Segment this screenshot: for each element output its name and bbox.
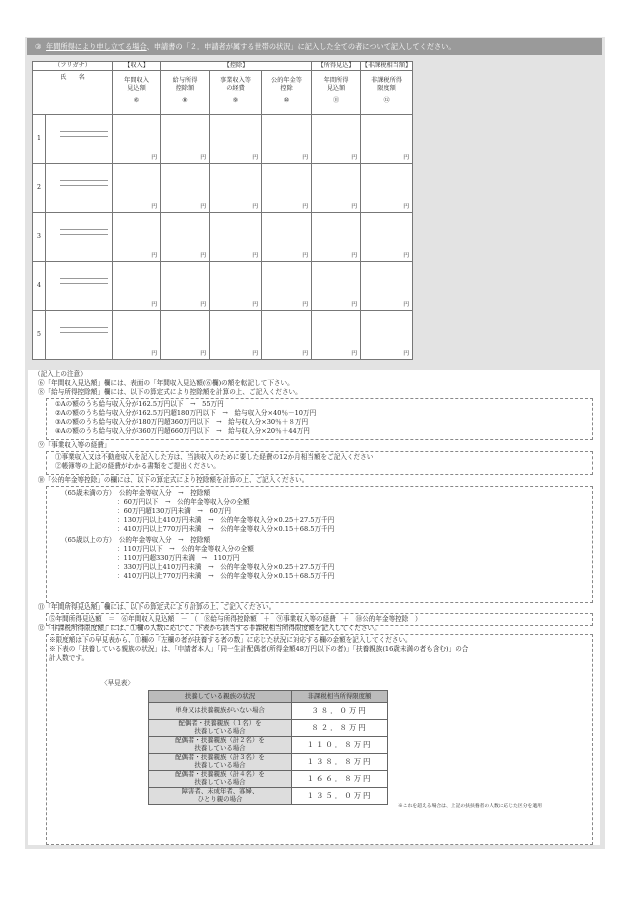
name-line bbox=[60, 185, 108, 186]
name-line bbox=[60, 283, 108, 284]
col-header-12 bbox=[361, 71, 413, 115]
yen-unit: 円 bbox=[252, 351, 259, 357]
amount-input-cell[interactable] bbox=[312, 262, 361, 311]
yen-unit: 円 bbox=[302, 253, 309, 259]
quick-table-row bbox=[149, 720, 388, 737]
amount-input-cell[interactable] bbox=[161, 311, 210, 360]
quick-table-header: 扶養している親族の状況 bbox=[149, 691, 292, 703]
note-8-item: ③Aの額のうち給与収入分が180万円超360万円以下 → 給与収入分×30％＋８万円 bbox=[55, 418, 309, 426]
pension-row: （65歳未満の方） 公的年金等収入分 → 控除額 bbox=[61, 489, 211, 497]
household-status-cell bbox=[149, 737, 292, 754]
group-deduct-header: 【控除】 bbox=[161, 62, 312, 71]
note-8: ⑧「給与所得控除額」欄には、以下の算定式により控除額を計算の上、ご記入ください。 bbox=[38, 388, 302, 396]
amount-input-cell[interactable] bbox=[312, 164, 361, 213]
note-10-box bbox=[46, 486, 593, 603]
yen-unit: 円 bbox=[151, 253, 158, 259]
amount-input-cell[interactable] bbox=[161, 164, 210, 213]
yen-unit: 円 bbox=[302, 351, 309, 357]
note-8-box bbox=[46, 398, 593, 440]
yen-unit: 円 bbox=[403, 302, 410, 308]
amount-input-cell[interactable] bbox=[262, 164, 312, 213]
col-label: 事業収入等 bbox=[220, 77, 251, 84]
amount-input-cell[interactable] bbox=[312, 311, 361, 360]
status-line: 障害者、未成年者、寡婦、 bbox=[181, 787, 259, 796]
amount-input-cell[interactable] bbox=[113, 115, 161, 164]
row-number: 3 bbox=[33, 213, 46, 262]
col-number: ⑫ bbox=[383, 97, 390, 104]
yen-unit: 円 bbox=[403, 351, 410, 357]
quick-table-note: ※これを超える場合は、上記の扶扶養者の人数に応じた区分を適用 bbox=[398, 804, 542, 809]
col-header-10 bbox=[262, 71, 312, 115]
name-header bbox=[33, 71, 113, 115]
amount-input-cell[interactable] bbox=[113, 262, 161, 311]
amount-input-cell[interactable] bbox=[262, 262, 312, 311]
yen-unit: 円 bbox=[403, 253, 410, 259]
group-income-header: 【収入】 bbox=[113, 62, 161, 71]
amount-input-cell[interactable] bbox=[262, 213, 312, 262]
furigana-header: （フリガナ） bbox=[33, 62, 113, 71]
note-12-line: ※下表の「扶養している親族の状況」は、「申請者本人」「同一生計配偶者(所得金額48万円以下の者)」「扶養親族(16歳未満の者も含む)」の合 bbox=[49, 645, 469, 653]
name-input-cell[interactable] bbox=[46, 311, 113, 360]
furigana-line bbox=[60, 278, 108, 279]
yen-unit: 円 bbox=[302, 155, 309, 161]
name-input-cell[interactable] bbox=[46, 115, 113, 164]
furigana-line bbox=[60, 229, 108, 230]
amount-input-cell[interactable] bbox=[361, 262, 413, 311]
person-row bbox=[33, 213, 413, 262]
amount-input-cell[interactable] bbox=[312, 115, 361, 164]
row-number: 2 bbox=[33, 164, 46, 213]
name-input-cell[interactable] bbox=[46, 213, 113, 262]
note-12-line: 計人数です。 bbox=[49, 654, 89, 662]
yen-unit: 円 bbox=[403, 155, 410, 161]
yen-unit: 円 bbox=[252, 155, 259, 161]
col-header-8 bbox=[161, 71, 210, 115]
note-10: ⑩「公的年金等控除」の欄には、以下の算定式により控除額を計算の上、ご記入ください。 bbox=[38, 476, 309, 484]
amount-input-cell[interactable] bbox=[210, 262, 262, 311]
note-9-item: ②帳簿等の上記の経費がわかる書類をご提出ください。 bbox=[55, 462, 220, 470]
pension-row: ：110万円超330万円未満 → 110万円 bbox=[117, 554, 240, 562]
pension-row: ：110万円以下 → 公的年金等収入分の全額 bbox=[117, 545, 254, 553]
note-8-item: ①Aの額のうち給与収入分が162.5万円以下 → 55万円 bbox=[55, 400, 224, 408]
col-number: ⑥ bbox=[133, 97, 140, 104]
quick-table-row bbox=[149, 771, 388, 788]
notes-section bbox=[28, 370, 600, 845]
header-underlined: 年間所得により申し立てる場合 bbox=[46, 42, 147, 51]
amount-input-cell[interactable] bbox=[262, 115, 312, 164]
yen-unit: 円 bbox=[302, 204, 309, 210]
col-number: ⑩ bbox=[283, 97, 290, 104]
quick-table-row bbox=[149, 737, 388, 754]
furigana-line bbox=[60, 180, 108, 181]
quick-reference-table bbox=[148, 690, 388, 805]
status-line: 配偶者・扶養親族（計３名）を bbox=[175, 753, 265, 762]
pension-row: ：330万円以上410万円未満 → 公的年金等収入分×0.25＋27.5万千円 bbox=[117, 563, 335, 571]
status-line: 扶養している場合 bbox=[194, 744, 246, 752]
name-input-cell[interactable] bbox=[46, 164, 113, 213]
quick-table-row bbox=[149, 703, 388, 720]
household-status-cell bbox=[149, 703, 292, 720]
yen-unit: 円 bbox=[252, 302, 259, 308]
income-limit-value: １１０．８万円 bbox=[292, 737, 388, 754]
note-11: ⑪「年間所得見込額」欄には、以下の算定式により計算の上、ご記入ください。 bbox=[38, 603, 276, 611]
amount-input-cell[interactable] bbox=[113, 311, 161, 360]
status-line: 単身又は扶養親族がいない場合 bbox=[175, 706, 265, 715]
col-number: ⑧ bbox=[182, 97, 188, 104]
yen-unit: 円 bbox=[252, 204, 259, 210]
col-label: 見込額 bbox=[127, 85, 146, 92]
quick-table-title: 〈早見表〉 bbox=[101, 679, 134, 687]
col-number: ⑨ bbox=[232, 97, 239, 104]
yen-unit: 円 bbox=[200, 155, 207, 161]
col-header-6 bbox=[113, 71, 161, 115]
note-9-item: ①事業収入又は不動産収入を記入した方は、当該収入のために要した経費の12か月相当額をご記入ください bbox=[55, 453, 374, 461]
name-label: 氏 名 bbox=[60, 74, 85, 81]
income-limit-value: ８２．８万円 bbox=[292, 720, 388, 737]
col-header-9 bbox=[210, 71, 262, 115]
name-input-cell[interactable] bbox=[46, 262, 113, 311]
household-status-cell bbox=[149, 771, 292, 788]
person-row bbox=[33, 262, 413, 311]
col-label: 非課税所得 bbox=[371, 77, 402, 84]
amount-input-cell[interactable] bbox=[113, 213, 161, 262]
col-label: 限度額 bbox=[377, 85, 396, 92]
pension-row: ：410万円以上770万円未満 → 公的年金等収入分×0.15＋68.5万千円 bbox=[117, 525, 335, 533]
row-number: 1 bbox=[33, 115, 46, 164]
household-status-cell bbox=[149, 788, 292, 805]
amount-input-cell[interactable] bbox=[161, 213, 210, 262]
col-label: 給与所得 bbox=[172, 77, 198, 84]
col-number: ⑪ bbox=[332, 97, 340, 104]
col-label: 年間所得 bbox=[323, 77, 349, 84]
note-6: ⑥「年間収入見込額」欄には、表面の「年間収入見込額(⑥欄)の額を転記して下さい。 bbox=[38, 379, 294, 387]
yen-unit: 円 bbox=[403, 204, 410, 210]
group-limit-header: 【非課税相当額】 bbox=[361, 62, 412, 69]
yen-unit: 円 bbox=[351, 351, 358, 357]
amount-input-cell[interactable] bbox=[361, 115, 413, 164]
yen-unit: 円 bbox=[200, 204, 207, 210]
row-number: 4 bbox=[33, 262, 46, 311]
amount-input-cell[interactable] bbox=[210, 213, 262, 262]
yen-unit: 円 bbox=[200, 351, 207, 357]
status-line: ひとり親の場合 bbox=[197, 795, 243, 803]
amount-input-cell[interactable] bbox=[361, 164, 413, 213]
status-line: 配偶者・扶養親族（計４名）を bbox=[175, 770, 265, 779]
header-text: 、申請書の「２．申請者が属する世帯の状況」に記入した全ての者について記入してください。 bbox=[146, 42, 456, 51]
row-number: 5 bbox=[33, 311, 46, 360]
group-estimate-header: 【所得見込】 bbox=[312, 62, 361, 71]
note-9: ⑨「事業収入等の経費」 bbox=[38, 441, 111, 449]
status-line: 扶養している場合 bbox=[194, 727, 246, 735]
quick-table-row bbox=[149, 754, 388, 771]
furigana-line bbox=[60, 131, 108, 132]
yen-unit: 円 bbox=[302, 302, 309, 308]
note-8-item: ②Aの額のうち給与収入分が162.5万円超180万円以下 → 給与収入分×40％－10万円 bbox=[55, 409, 317, 417]
col-header-11 bbox=[312, 71, 361, 115]
yen-unit: 円 bbox=[151, 155, 158, 161]
person-row bbox=[33, 164, 413, 213]
col-label: の経費 bbox=[226, 85, 245, 92]
pension-row: ：130万円以上410万円未満 → 公的年金等収入分×0.25＋27.5万千円 bbox=[117, 516, 335, 524]
income-limit-value: １３８．８万円 bbox=[292, 754, 388, 771]
col-label: 公的年金等 bbox=[271, 77, 302, 84]
yen-unit: 円 bbox=[200, 253, 207, 259]
pension-row: ：60万円超130万円未満 → 60万円 bbox=[117, 507, 232, 515]
col-label: 見込額 bbox=[326, 85, 346, 92]
status-line: 配偶者・扶養親族（１名）を bbox=[178, 719, 262, 728]
yen-unit: 円 bbox=[351, 302, 358, 308]
pension-row: ：410万円以上770万円未満 → 公的年金等収入分×0.15＋68.5万千円 bbox=[117, 572, 335, 580]
status-line: 扶養している場合 bbox=[194, 761, 246, 769]
income-table bbox=[32, 61, 413, 360]
amount-input-cell[interactable] bbox=[262, 311, 312, 360]
note-9-box bbox=[46, 451, 593, 475]
quick-table-row bbox=[149, 788, 388, 805]
name-line bbox=[60, 234, 108, 235]
pension-row: （65歳以上の方） 公的年金等収入分 → 控除額 bbox=[61, 536, 211, 544]
amount-input-cell[interactable] bbox=[312, 213, 361, 262]
amount-input-cell[interactable] bbox=[161, 115, 210, 164]
note-8-item: ④Aの額のうち給与収入分が360万円超660万円以下 → 給与収入分×20％＋44万円 bbox=[55, 427, 310, 435]
income-limit-value: １６６．８万円 bbox=[292, 771, 388, 788]
note-12: ⑫「非課税所得限度額」には、①欄の人数に応じて、下表から該当する非課税相当所得限度額を記入してください。 bbox=[38, 624, 381, 632]
name-line bbox=[60, 136, 108, 137]
person-row bbox=[33, 311, 413, 360]
income-limit-value: ３８．０万円 bbox=[292, 703, 388, 720]
note-12-line: ※限度額は下の早見表から、①欄の「左欄の者が扶養する者の数」に応じた状況に対応する欄の金額を記入してください。 bbox=[49, 636, 412, 644]
col-label: 控除 bbox=[280, 85, 293, 92]
yen-unit: 円 bbox=[252, 253, 259, 259]
amount-input-cell[interactable] bbox=[361, 213, 413, 262]
quick-table-header: 非課税相当所得限度額 bbox=[292, 691, 388, 703]
col-label: 控除額 bbox=[175, 85, 195, 92]
section-number: ③ bbox=[35, 42, 42, 51]
amount-input-cell[interactable] bbox=[210, 115, 262, 164]
income-limit-value: １３５．０万円 bbox=[292, 788, 388, 805]
pension-row: ：60万円以下 → 公的年金等収入分の全額 bbox=[117, 498, 250, 506]
yen-unit: 円 bbox=[151, 351, 158, 357]
person-row bbox=[33, 115, 413, 164]
yen-unit: 円 bbox=[351, 204, 358, 210]
amount-input-cell[interactable] bbox=[161, 262, 210, 311]
notes-title: （記入上の注意） bbox=[34, 370, 87, 378]
col-label: 年間収入 bbox=[124, 77, 149, 84]
status-line: 配偶者・扶養親族（計２名）を bbox=[175, 736, 265, 745]
yen-unit: 円 bbox=[351, 155, 358, 161]
household-status-cell bbox=[149, 754, 292, 771]
household-status-cell bbox=[149, 720, 292, 737]
amount-input-cell[interactable] bbox=[361, 311, 413, 360]
amount-input-cell[interactable] bbox=[210, 164, 262, 213]
section-header bbox=[27, 38, 602, 55]
yen-unit: 円 bbox=[200, 302, 207, 308]
amount-input-cell[interactable] bbox=[210, 311, 262, 360]
amount-input-cell[interactable] bbox=[113, 164, 161, 213]
yen-unit: 円 bbox=[351, 253, 358, 259]
yen-unit: 円 bbox=[151, 302, 158, 308]
furigana-line bbox=[60, 327, 108, 328]
note-11-formula: ⑤年間所得見込額 ＝ ⑥年間収入見込額 － （ ⑧給与所得控除額 ＋ ⑨事業収入等の経費 ＋ ⑩公的年金等控除 ） bbox=[49, 615, 422, 623]
name-line bbox=[60, 332, 108, 333]
status-line: 扶養している場合 bbox=[194, 778, 246, 786]
yen-unit: 円 bbox=[151, 204, 158, 210]
